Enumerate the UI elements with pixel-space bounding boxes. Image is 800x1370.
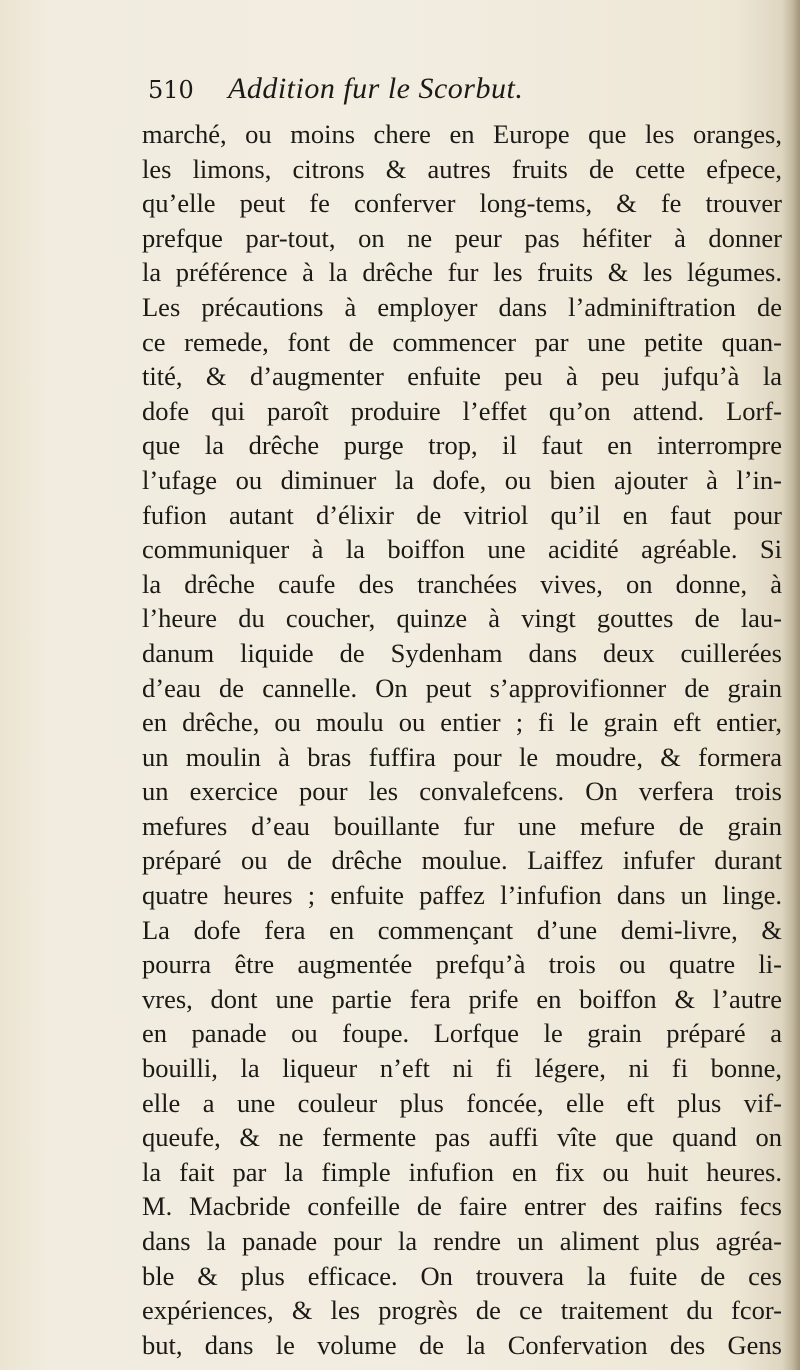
text-line: quatre heures ; enfuite paffez l’infufion dans un linge.	[142, 880, 782, 911]
text-line: tité, & d’augmenter enfuite peu à peu jufqu’à la	[142, 361, 782, 392]
text-line: prefque par-tout, on ne peur pas héfiter à donner	[142, 222, 782, 253]
text-line: La dofe fera en commençant d’une demi-livre, &	[142, 914, 782, 945]
text-line: ble & plus efficace. On trouvera la fuite de ces	[142, 1260, 782, 1291]
text-line: vres, dont une partie fera prife en boiffon & l’autre	[142, 983, 782, 1014]
page-number: 510	[148, 76, 194, 104]
text-line: d’eau de cannelle. On peut s’approvifionner de grain	[142, 672, 782, 703]
text-line: dofe qui paroît produire l’effet qu’on attend. Lorf-	[142, 395, 782, 426]
text-line: mefures d’eau bouillante fur une mefure de grain	[142, 810, 782, 841]
text-line: pourra être augmentée prefqu’à trois ou quatre li-	[142, 949, 782, 980]
text-line: préparé ou de drêche moulue. Laiffez infufer durant	[142, 845, 782, 876]
text-line: ce remede, font de commencer par une petite quan-	[142, 326, 782, 357]
page-edge-shadow	[782, 0, 800, 1370]
text-line: l’heure du coucher, quinze à vingt gouttes de lau-	[142, 603, 782, 634]
text-line: en drêche, ou moulu ou entier ; fi le grain eft entier,	[142, 707, 782, 738]
text-line: un moulin à bras fuffira pour le moudre, & formera	[142, 741, 782, 772]
body-text	[142, 117, 782, 1362]
text-line: communiquer à la boiffon une acidité agréable. Si	[142, 534, 782, 565]
text-line: la drêche caufe des tranchées vives, on donne, à	[142, 568, 782, 599]
text-line: les limons, citrons & autres fruits de cette efpece,	[142, 153, 782, 184]
text-line: la fait par la fimple infufion en fix ou huit heures.	[142, 1156, 782, 1187]
text-line: marché, ou moins chere en Europe que les oranges,	[142, 119, 782, 149]
text-line: l’ufage ou diminuer la dofe, ou bien ajouter à l’in-	[142, 464, 782, 495]
text-line: bouilli, la liqueur n’eft ni fi légere, ni fi bonne,	[142, 1053, 782, 1084]
text-line: danum liquide de Sydenham dans deux cuillerées	[142, 637, 782, 668]
text-line: un exercice pour les convalefcens. On verfera trois	[142, 776, 782, 807]
text-line: qu’elle peut fe conferver long-tems, & fe trouver	[142, 188, 782, 219]
text-line: Les précautions à employer dans l’adminiftration de	[142, 291, 782, 322]
running-title: Addition fur le Scorbut.	[228, 72, 524, 105]
text-line: queufe, & ne fermente pas auffi vîte que quand on	[142, 1122, 782, 1153]
text-line: que la drêche purge trop, il faut en interrompre	[142, 430, 782, 461]
text-line: fufion autant d’élixir de vitriol qu’il en faut pour	[142, 499, 782, 530]
text-line: elle a une couleur plus foncée, elle eft plus vif-	[142, 1087, 782, 1118]
text-line: but, dans le volume de la Confervation des Gens	[142, 1329, 782, 1360]
text-line: expériences, & les progrès de ce traitement du fcor-	[142, 1295, 782, 1326]
page-header	[148, 72, 748, 112]
text-line: dans la panade pour la rendre un aliment plus agréa-	[142, 1226, 782, 1256]
text-line: en panade ou foupe. Lorfque le grain préparé a	[142, 1018, 782, 1049]
text-line: M. Macbride confeille de faire entrer des raifins fecs	[142, 1191, 782, 1222]
text-line: la préférence à la drêche fur les fruits & les légumes.	[142, 257, 782, 288]
